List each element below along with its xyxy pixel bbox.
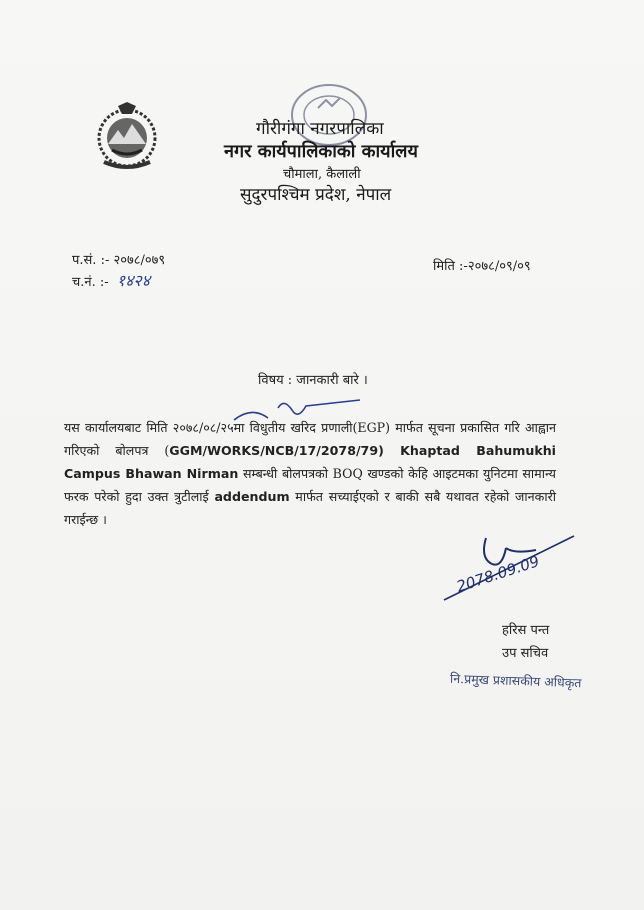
body-part-1: यस कार्यालयबाट मिति २०७८/०८/२५मा विधुतीय खरिद प्रणाली(EGP) मार्फत सूचना प्रकासित गरि आह्वान गरिएको बोलपत्र ( [64, 420, 556, 458]
body-bid-code: GGM/WORKS/NCB/17/2078/79) Khaptad Bahumukhi Campus Bhawan Nirman [64, 443, 556, 481]
signer-title: उप सचिव [502, 646, 549, 661]
body-part-3: मार्फत सच्याईएको र बाकी सबै यथावत रहेको जानकारी गराईन्छ । [64, 489, 556, 527]
office-address: चौमाला, कैलाली [283, 167, 361, 182]
letter-date: मिति :-२०७८/०९/०९ [433, 259, 531, 274]
province-country: सुदुरपश्चिम प्रदेश, नेपाल [240, 185, 392, 205]
dispatch-number [72, 269, 150, 291]
dispatch-number-label: च.नं. :- [72, 275, 109, 290]
signer-name: हरिस पन्त [502, 623, 550, 638]
office-name: नगर कार्यपालिकाको कार्यालय [224, 141, 418, 162]
officer-role-stamp: नि.प्रमुख प्रशासकीय अधिकृत [449, 670, 582, 691]
nepal-emblem-icon [94, 100, 160, 172]
letter-body [64, 416, 556, 531]
letter-reference-number: प.सं. :- २०७८/०७९ [72, 253, 166, 268]
signature-date: 2078.09.09 [454, 552, 542, 596]
body-part-2: सम्बन्धी बोलपत्रको BOQ खण्डको केहि आइटमका युनिटमा सामान्य फरक परेको हुदा उक्त त्रुटीलाई [64, 466, 556, 504]
municipality-name: गौरीगंगा नगरपालिका [256, 119, 384, 139]
body-addendum: addendum [214, 489, 290, 504]
letter-subject: विषय : जानकारी बारे । [258, 373, 368, 388]
dispatch-number-value: १४२४ [116, 271, 151, 290]
